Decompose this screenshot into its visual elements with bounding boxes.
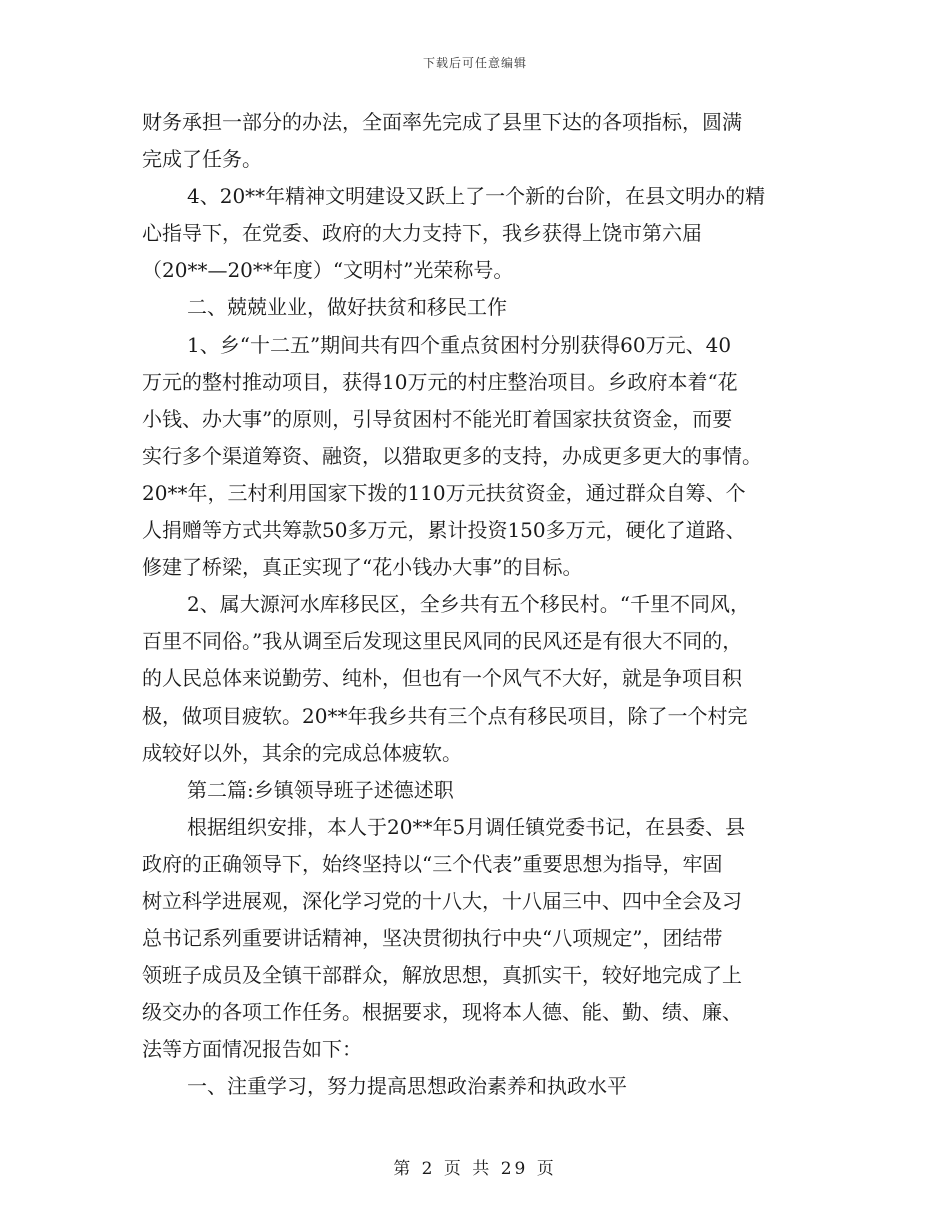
document-body	[142, 104, 810, 1106]
text-line: 二、兢兢业业，做好扶贫和移民工作	[187, 295, 507, 320]
text-line: 的人民总体来说勤劳、纯朴，但也有一个风气不大好，就是争项目积	[142, 666, 742, 691]
text-line: 小钱、办大事”的原则，引导贫困村不能光盯着国家扶贫资金，而要	[142, 406, 733, 431]
text-line: 实行多个渠道筹资、融资，以猎取更多的支持，办成更多更大的事情。	[142, 443, 762, 468]
text-line: 成较好以外，其余的完成总体疲软。	[142, 740, 462, 765]
text-line: 法等方面情况报告如下：	[142, 1037, 362, 1062]
text-line: 人捐赠等方式共筹款50多万元，累计投资150多万元，硬化了道路、	[142, 518, 746, 543]
text-line: 一、注重学习，努力提高思想政治素养和执政水平	[187, 1074, 627, 1099]
text-line: 级交办的各项工作任务。根据要求，现将本人德、能、勤、绩、廉、	[142, 1000, 742, 1025]
text-line: 政府的正确领导下，始终坚持以“三个代表”重要思想为指导，牢固	[142, 851, 723, 876]
text-line: 4、20**年精神文明建设又跃上了一个新的台阶，在县文明办的精	[187, 184, 766, 209]
text-line: 2、属大源河水库移民区，全乡共有五个移民村。“千里不同风，	[187, 592, 750, 617]
text-line: 修建了桥梁，真正实现了“花小钱办大事”的目标。	[142, 555, 583, 580]
text-line: 完成了任务。	[142, 147, 262, 172]
text-line: 财务承担一部分的办法，全面率先完成了县里下达的各项指标，圆满	[142, 110, 742, 134]
text-line: 万元的整村推动项目，获得10万元的村庄整治项目。乡政府本着“花	[142, 369, 738, 394]
page-number: 第 2 页 共 29 页	[393, 1159, 557, 1179]
text-line: 根据组织安排，本人于20**年5月调任镇党委书记，在县委、县	[187, 814, 746, 839]
text-line: 心指导下，在党委、政府的大力支持下，我乡获得上饶市第六届	[142, 221, 702, 246]
text-line: 总书记系列重要讲话精神，坚决贯彻执行中央“八项规定”，团结带	[142, 926, 723, 951]
download-note: 下载后可任意编辑	[422, 56, 527, 70]
text-line: 树立科学进展观，深化学习党的十八大，十八届三中、四中全会及习	[142, 888, 742, 913]
text-line: 第二篇:乡镇领导班子述德述职	[187, 777, 454, 802]
text-line: 领班子成员及全镇干部群众，解放思想，真抓实干，较好地完成了上	[142, 963, 742, 988]
text-line: 百里不同俗。”我从调至后发现这里民风同的民风还是有很大不同的，	[142, 629, 743, 654]
text-line: 极，做项目疲软。20**年我乡共有三个点有移民项目，除了一个村完	[142, 703, 748, 728]
text-line: 1、乡“十二五”期间共有四个重点贫困村分别获得60万元、40	[187, 332, 732, 357]
text-line: （20**—20**年度）“文明村”光荣称号。	[142, 258, 514, 283]
text-line: 20**年，三村利用国家下拨的110万元扶贫资金，通过群众自筹、个	[142, 480, 746, 505]
